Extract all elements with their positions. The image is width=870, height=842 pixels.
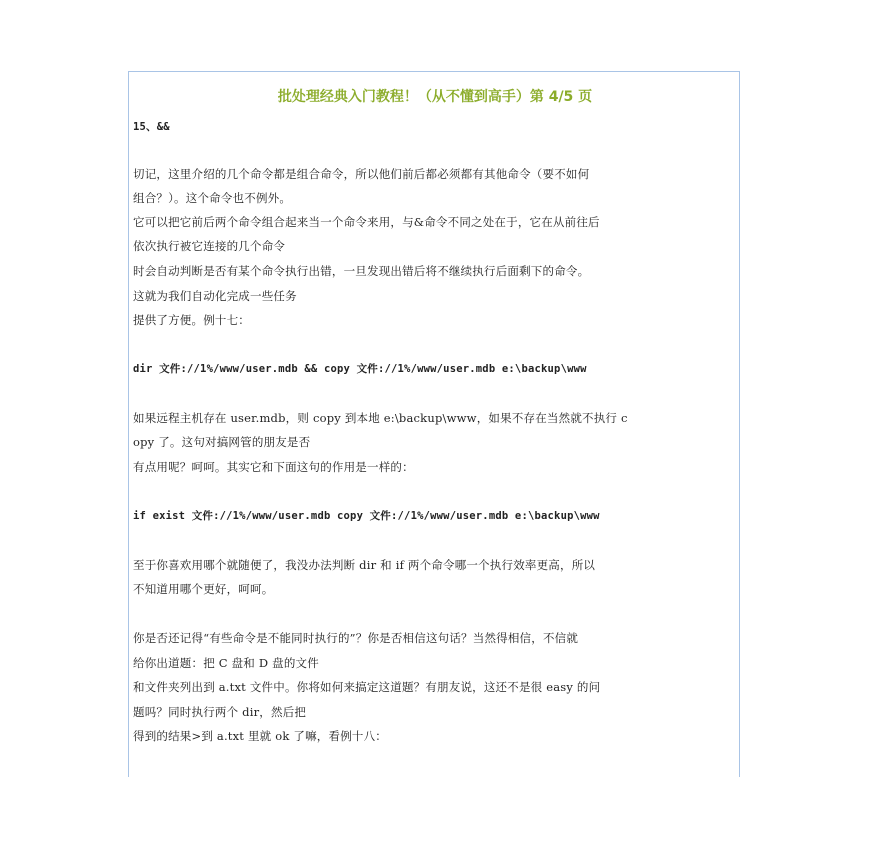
- paragraph-line: 组合？）。这个命令也不例外。: [133, 191, 292, 205]
- paragraph-line: 时会自动判断是否有某个命令执行出错，一旦发现出错后将不继续执行后面剩下的命令。: [133, 264, 590, 278]
- paragraph-line: 至于你喜欢用哪个就随便了，我没办法判断 dir 和 if 两个命令哪一个执行效率更高，所以: [133, 558, 596, 572]
- paragraph-line: opy 了。这句对搞网管的朋友是否: [133, 435, 311, 449]
- document-frame: [128, 71, 740, 777]
- paragraph-line: 给你出道题：把 C 盘和 D 盘的文件: [133, 656, 319, 670]
- paragraph-line: 得到的结果>到 a.txt 里就 ok 了嘛，看例十八：: [133, 729, 387, 743]
- paragraph-line: 它可以把它前后两个命令组合起来当一个命令来用，与&命令不同之处在于，它在从前往后: [133, 215, 600, 229]
- page-title: 批处理经典入门教程！（从不懂到高手）第 4/5 页: [277, 89, 593, 105]
- paragraph-line: 如果远程主机存在 user.mdb，则 copy 到本地 e:\backup\www，如果不存在当然就不执行 c: [133, 411, 628, 425]
- section-heading: 15、&&: [133, 121, 170, 133]
- paragraph-line: 你是否还记得“有些命令是不能同时执行的”？你是否相信这句话？当然得相信，不信就: [133, 631, 579, 645]
- code-line: if exist 文件://1%/www/user.mdb copy 文件://1%/www/user.mdb e:\backup\www: [133, 510, 600, 522]
- paragraph-line: 题吗？同时执行两个 dir，然后把: [133, 705, 307, 719]
- paragraph-line: 依次执行被它连接的几个命令: [133, 239, 286, 253]
- paragraph-line: 这就为我们自动化完成一些任务: [133, 289, 297, 303]
- paragraph-line: 提供了方便。例十七：: [133, 313, 250, 327]
- code-line: dir 文件://1%/www/user.mdb && copy 文件://1%/www/user.mdb e:\backup\www: [133, 363, 587, 375]
- paragraph-line: 切记，这里介绍的几个命令都是组合命令，所以他们前后都必须都有其他命令（要不如何: [133, 167, 590, 181]
- paragraph-line: 有点用呢？呵呵。其实它和下面这句的作用是一样的：: [133, 460, 414, 474]
- paragraph-line: 不知道用哪个更好，呵呵。: [133, 582, 274, 596]
- paragraph-line: 和文件夹列出到 a.txt 文件中。你将如何来搞定这道题？有朋友说，这还不是很 easy 的问: [133, 680, 601, 694]
